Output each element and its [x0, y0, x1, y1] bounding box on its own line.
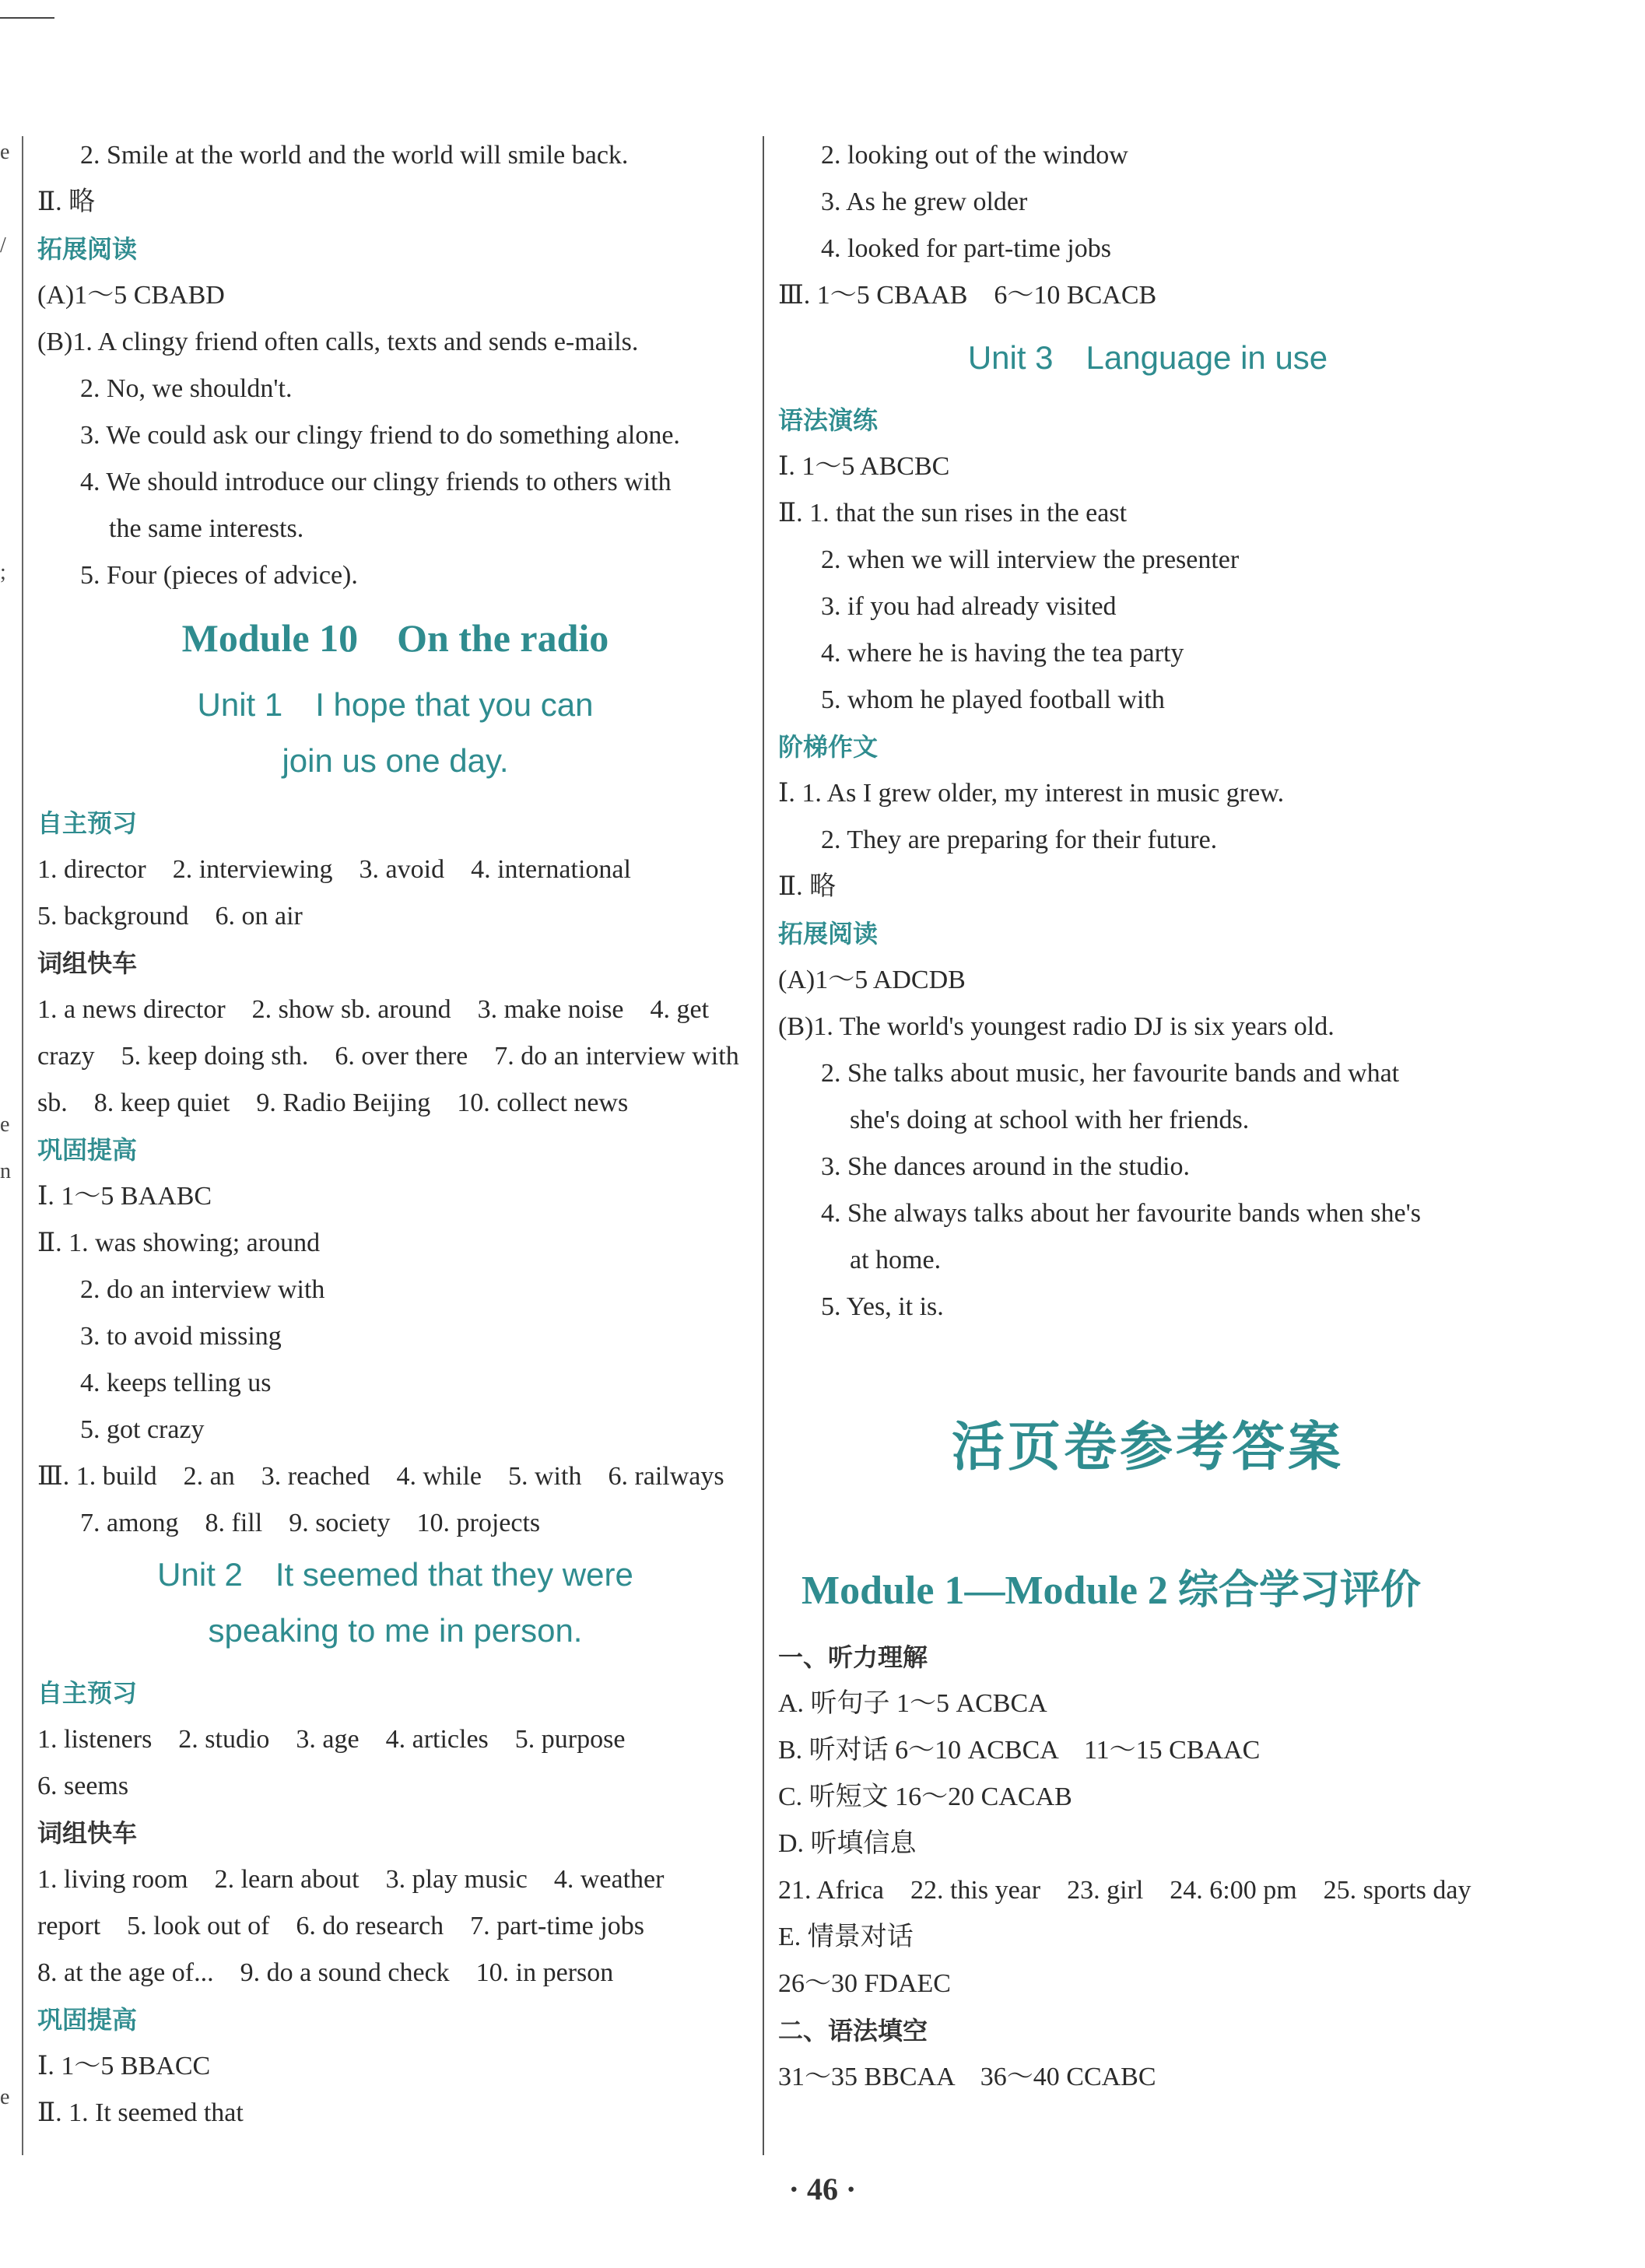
answer-line: Ⅱ. 1. that the sun rises in the east [778, 499, 1128, 528]
answer-line: 7. among 8. fill 9. society 10. projects [80, 1509, 541, 1537]
answer-line: 4. where he is having the tea party [821, 639, 1184, 668]
answer-line: 3. We could ask our clingy friend to do something alone. [80, 421, 680, 450]
unit-title: join us one day. [282, 742, 509, 779]
module-eval-title: Module 1—Module 2 综合学习评价 [801, 1569, 1421, 1613]
section-heading: 自主预习 [37, 808, 138, 838]
section-heading: 拓展阅读 [778, 919, 879, 948]
answer-line: Ⅱ. 略 [778, 872, 837, 901]
answer-line: 1. director 2. interviewing 3. avoid 4. international [37, 855, 631, 884]
answer-line: 21. Africa 22. this year 23. girl 24. 6:00 pm 25. sports day [778, 1876, 1471, 1905]
answer-line: Ⅲ. 1～5 CBAAB 6～10 BCACB [778, 281, 1157, 310]
margin-mark: n [0, 1159, 11, 1183]
answer-line: Ⅱ. 1. was showing; around [37, 1229, 321, 1257]
page-number: · 46 · [788, 2172, 857, 2207]
unit-title: Unit 1 I hope that you can [197, 686, 594, 723]
unit-title: Unit 3 Language in use [967, 339, 1328, 376]
answer-line: report 5. look out of 6. do research 7. part-time jobs [37, 1912, 644, 1940]
answer-line: A. 听句子 1～5 ACBCA [778, 1689, 1047, 1718]
answer-line: Ⅰ. 1. As I grew older, my interest in music grew. [778, 779, 1285, 808]
answer-line: D. 听填信息 [778, 1829, 917, 1858]
answer-line: 5. background 6. on air [37, 902, 303, 931]
section-heading: 巩固提高 [37, 1135, 138, 1165]
answer-line: Ⅰ. 1～5 ABCBC [778, 452, 950, 481]
answer-line: Ⅰ. 1～5 BAABC [37, 1182, 212, 1211]
answer-line: 4. looked for part-time jobs [821, 234, 1111, 263]
answer-line: 8. at the age of... 9. do a sound check 10. in person [37, 1958, 614, 1987]
answer-line: 1. a news director 2. show sb. around 3. make noise 4. get [37, 995, 710, 1024]
answer-line: 2. She talks about music, her favourite bands and what [821, 1059, 1400, 1088]
answer-line: sb. 8. keep quiet 9. Radio Beijing 10. collect news [37, 1088, 629, 1117]
left-margin-rule [22, 136, 23, 2155]
section-heading: 一、听力理解 [778, 1642, 928, 1672]
unit-title: speaking to me in person. [208, 1612, 583, 1649]
answer-line: 2. looking out of the window [821, 141, 1128, 170]
answer-line: crazy 5. keep doing sth. 6. over there 7. do an interview with [37, 1042, 739, 1071]
section-heading: 语法演练 [778, 405, 879, 435]
section-heading: 词组快车 [37, 1818, 138, 1848]
answer-line: 4. We should introduce our clingy friends to others with [80, 468, 672, 496]
answer-line: 1. listeners 2. studio 3. age 4. articles 5. purpose [37, 1725, 626, 1754]
section-heading: 二、语法填空 [778, 2016, 928, 2045]
top-rule [0, 17, 54, 19]
answer-line: C. 听短文 16～20 CACAB [778, 1783, 1072, 1811]
answer-line: Ⅲ. 1. build 2. an 3. reached 4. while 5. with 6. railways [37, 1462, 724, 1491]
answer-line: Ⅱ. 略 [37, 188, 96, 216]
answer-line: 2. when we will interview the presenter [821, 545, 1240, 574]
section-heading: 巩固提高 [37, 2005, 138, 2035]
answer-line: she's doing at school with her friends. [850, 1106, 1250, 1134]
margin-mark: ; [0, 560, 6, 584]
module-title: Module 10 On the radio [181, 616, 609, 660]
answer-line: 4. keeps telling us [80, 1369, 272, 1397]
answer-line: B. 听对话 6～10 ACBCA 11～15 CBAAC [778, 1736, 1261, 1765]
answer-line: (B)1. The world's youngest radio DJ is six years old. [778, 1012, 1335, 1041]
answer-line: 3. if you had already visited [821, 592, 1117, 621]
answer-line: 1. living room 2. learn about 3. play music 4. weather [37, 1865, 665, 1894]
answer-line: 31～35 BBCAA 36～40 CCABC [778, 2063, 1156, 2091]
answer-line: 2. They are preparing for their future. [821, 826, 1218, 854]
answer-line: 26～30 FDAEC [778, 1969, 951, 1998]
answer-line: 4. She always talks about her favourite bands when she's [821, 1199, 1421, 1228]
answer-line: the same interests. [109, 514, 304, 543]
answer-line: at home. [850, 1246, 942, 1274]
answer-line: 3. She dances around in the studio. [821, 1152, 1191, 1181]
right-column [778, 132, 1517, 2101]
answer-line: 2. No, we shouldn't. [80, 374, 293, 403]
answer-line: Ⅰ. 1～5 BBACC [37, 2052, 211, 2080]
answer-line: Ⅱ. 1. It seemed that [37, 2098, 244, 2127]
answer-line: 5. Four (pieces of advice). [80, 561, 358, 590]
section-heading: 自主预习 [37, 1678, 138, 1708]
margin-mark: e [0, 140, 10, 164]
answer-line: 5. whom he played football with [821, 685, 1165, 714]
answer-line: 5. got crazy [80, 1415, 205, 1444]
margin-mark: e [0, 1113, 10, 1137]
answer-line: (B)1. A clingy friend often calls, texts and sends e-mails. [37, 328, 639, 356]
left-column [37, 132, 753, 2137]
answer-line: 3. As he grew older [821, 188, 1028, 216]
margin-mark: / [0, 233, 6, 258]
answer-line: 5. Yes, it is. [821, 1292, 944, 1321]
answer-line: 2. do an interview with [80, 1275, 325, 1304]
unit-title: Unit 2 It seemed that they were [157, 1556, 633, 1593]
big-section-title: 活页卷参考答案 [951, 1416, 1344, 1478]
section-heading: 词组快车 [37, 948, 138, 978]
section-heading: 拓展阅读 [37, 234, 138, 264]
margin-mark: e [0, 2085, 10, 2109]
answer-line: 3. to avoid missing [80, 1322, 282, 1351]
answer-line: (A)1～5 CBABD [37, 281, 225, 310]
column-divider [763, 136, 764, 2155]
section-heading: 阶梯作文 [778, 732, 879, 762]
answer-line: E. 情景对话 [778, 1923, 914, 1951]
answer-line: 2. Smile at the world and the world will smile back. [80, 141, 629, 170]
answer-line: (A)1～5 ADCDB [778, 966, 966, 994]
answer-line: 6. seems [37, 1772, 129, 1800]
